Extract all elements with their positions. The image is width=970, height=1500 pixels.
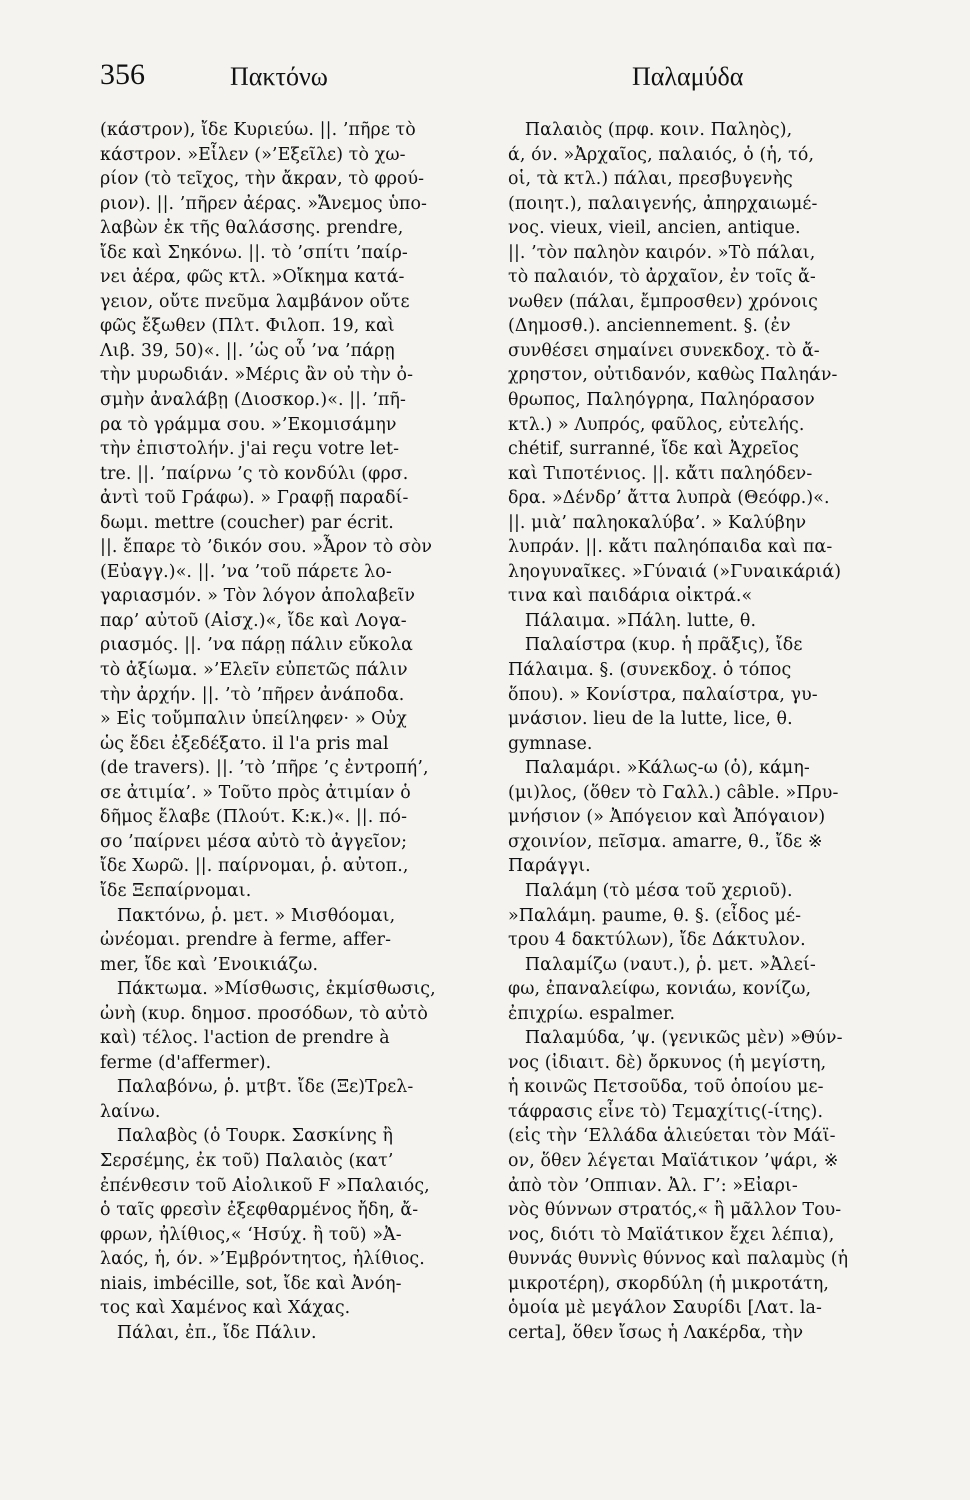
text-line: νὸς θύννων στρατός,« ἢ μᾶλλον Του- [508, 1200, 842, 1221]
text-line: τος καὶ Χαμένος καὶ Χάχας. [100, 1298, 351, 1319]
text-line: Παλαιὸς (πρφ. κοιν. Παληὸς), [508, 120, 793, 140]
right-column [508, 118, 918, 1345]
text-line: φω, ἐπαναλείφω, κονιάω, κονίζω, [508, 979, 812, 1000]
text-line: δρα. »Δένδρ’ ἄττα λυπρὰ (Θεόφρ.)«. [508, 488, 830, 509]
text-line: ρα τὸ γράμμα σου. »’Εκομισάμην [100, 414, 397, 435]
text-line: τὴν ἀρχήν. ||. ’τὸ ’πῆρεν ἀνάποδα. [100, 684, 405, 705]
text-line: νος, διότι τὸ Μαϊάτικον ἔχει λέπια), [508, 1224, 835, 1245]
text-line: ριον). ||. ’πῆρεν ἀέρας. »Ἄνεμος ὑπο- [100, 193, 427, 214]
text-line: τὸ ἀξίωμα. »’Ελεῖν εὐπετῶς πάλιν [100, 660, 408, 681]
text-line: Παλαμίζω (ναυτ.), ῥ. μετ. »Ἀλεί- [508, 954, 816, 975]
text-line: τὴν ἐπιστολήν. j'ai reçu votre let- [100, 439, 400, 460]
text-line: (de travers). ||. ’τὸ ’πῆρε ’ς ἐντροπή’, [100, 758, 429, 779]
text-line: ὠνέομαι. prendre à ferme, affer- [100, 930, 392, 951]
text-line: Πάλαι, ἐπ., ἴδε Πάλιν. [100, 1322, 317, 1343]
text-line: σο ’παίρνει μέσα αὐτὸ τὸ ἀγγεῖον; [100, 831, 408, 852]
text-line: (ποιητ.), παλαιγενής, ἀπηρχαιωμέ- [508, 193, 818, 214]
text-line: Παλαβὸς (ὁ Τουρκ. Σασκίνης ἢ [100, 1126, 394, 1147]
text-line: (Εὐαγγ.)«. ||. ’να ’τοῦ πάρετε λο- [100, 561, 392, 582]
text-line: (κάστρον), ἴδε Κυριεύω. ||. ’πῆρε τὸ [100, 120, 416, 140]
text-line: συνθέσει σημαίνει συνεκδοχ. τὸ ἄ- [508, 340, 820, 361]
text-line: δῆμος ἔλαβε (Πλούτ. Κ:κ.)«. ||. πό- [100, 807, 408, 828]
text-line: ||. ἔπαρε τὸ ’δικόν σου. »Ἆρον τὸ σὸν [100, 537, 433, 558]
text-line: ὠνὴ (κυρ. δημοσ. προσόδων, τὸ αὐτὸ [100, 1003, 428, 1024]
text-line: ληογυναῖκες. »Γύναιά (»Γυναικάριά) [508, 561, 842, 582]
text-line: παρ’ αὐτοῦ (Αἰσχ.)«, ἴδε καὶ Λογα- [100, 610, 407, 631]
text-line: μνήσιον (» Ἀπόγειον καὶ Ἀπόγαιον) [508, 807, 826, 828]
text-line: λαβὼν ἐκ τῆς θαλάσσης. prendre, [100, 218, 404, 239]
text-line: Πάλαιμα. §. (συνεκδοχ. ὁ τόπος [508, 660, 792, 681]
text-line: ά, όν. »Ἀρχαῖος, παλαιός, ὁ (ἡ, τό, [508, 144, 815, 165]
text-line: Σερσέμης, ἐκ τοῦ) Παλαιὸς (κατ’ [100, 1150, 394, 1171]
text-line: ὅπου). » Κονίστρα, παλαίστρα, γυ- [508, 684, 818, 705]
text-line: tre. ||. ’παίρνω ’ς τὸ κονδύλι (φρσ. [100, 463, 409, 484]
text-line: κάστρον. »Εἷλεν (»’Εξεῖλε) τὸ χω- [100, 144, 406, 165]
running-header-left: Πακτόνω [230, 62, 328, 91]
text-line: mer, ἴδε καὶ ’Ενοικιάζω. [100, 954, 319, 975]
text-line: ον, ὅθεν λέγεται Μαϊάτικον ’ψάρι, ※ [508, 1150, 839, 1171]
text-line: ferme (d'affermer). [100, 1052, 272, 1073]
text-line: ὁμοία μὲ μεγάλον Σαυρίδι [Λατ. la- [508, 1298, 822, 1319]
text-line: σχοινίον, πεῖσμα. amarre, θ., ἴδε ※ [508, 831, 823, 852]
text-line: γειον, οὔτε πνεῦμα λαμβάνον οὔτε [100, 291, 410, 312]
text-line: Παλαμύδα, ’ψ. (γενικῶς μὲν) »Θύν- [508, 1028, 843, 1049]
text-line: chétif, surranné, ἴδε καὶ Ἀχρεῖος [508, 439, 799, 460]
text-line: Παλαμάρι. »Κάλως-ω (ὁ), κάμη- [508, 758, 810, 779]
text-line: ἀπὸ τὸν ’Οππιαν. Ἀλ. Γ’: »Εἰαρι- [508, 1175, 798, 1196]
text-line: ριασμός. ||. ’να πάρῃ πάλιν εὔκολα [100, 635, 413, 656]
page-number: 356 [100, 58, 145, 91]
text-line: χρηστον, οὐτιδανόν, καθὼς Παληάν- [508, 365, 838, 386]
text-line: τρου 4 δακτύλων), ἴδε Δάκτυλον. [508, 930, 806, 951]
text-line: ἐπένθεσιν τοῦ Αἰολικοῦ F »Παλαιός, [100, 1175, 430, 1196]
text-line: σμὴν ἀναλάβῃ (Διοσκορ.)«. ||. ’πῆ- [100, 390, 407, 411]
text-line: niais, imbécille, sot, ἴδε καὶ Ἀνόη- [100, 1273, 402, 1294]
text-line: (μι)λος, (ὅθεν τὸ Γαλλ.) câble. »Πρυ- [508, 782, 839, 803]
text-line: Πάλαιμα. »Πάλη. lutte, θ. [508, 610, 757, 631]
text-line: μικροτέρη), σκορδύλη (ἡ μικροτάτη, [508, 1273, 829, 1294]
text-line: λαίνω. [100, 1101, 161, 1122]
text-line: ἴδε Ξεπαίρνομαι. [100, 880, 252, 901]
text-line: ἡ κοινῶς Πετσοῦδα, τοῦ ὁποίου με- [508, 1077, 824, 1098]
text-line: νωθεν (πάλαι, ἔμπροσθεν) χρόνοις [508, 291, 818, 312]
text-line: ἐπιχρίω. espalmer. [508, 1003, 676, 1024]
text-line: οἱ, τὰ κτλ.) πάλαι, πρεσβυγενὴς [508, 169, 793, 190]
text-line: γαριασμόν. » Τὸν λόγον ἀπολαβεῖν [100, 586, 416, 607]
text-line: θυννάς θυννὶς θύννος καὶ παλαμὺς (ἡ [508, 1249, 849, 1270]
text-line: φρων, ἠλίθιος,« ‘Ησύχ. ἢ τοῦ) »Ἀ- [100, 1224, 402, 1245]
text-line: νος (ἰδιαιτ. δὲ) ὄρκυνος (ἡ μεγίστη, [508, 1052, 827, 1073]
text-line: θρωπος, Παληόγρηα, Παληόρασον [508, 390, 815, 411]
text-line: ὡς ἔδει ἐξεδέξατο. il l'a pris mal [100, 733, 389, 754]
text-line: Πάκτωμα. »Μίσθωσις, ἐκμίσθωσις, [100, 979, 436, 1000]
text-line: τινα καὶ παιδάρια οἰκτρά.« [508, 586, 753, 607]
text-line: (εἰς τὴν ‘Ελλάδα ἁλιεύεται τὸν Μάϊ- [508, 1126, 836, 1147]
text-line: » Εἰς τοὔμπαλιν ὑπείληφεν· » Οὐχ [100, 709, 407, 730]
text-line: λαός, ἡ, όν. »’Εμβρόντητος, ἠλίθιος. [100, 1249, 425, 1270]
text-line: μνάσιον. lieu de la lutte, lice, θ. [508, 709, 793, 730]
text-line: νος. vieux, vieil, ancien, antique. [508, 218, 801, 239]
text-line: »Παλάμη. paume, θ. §. (εἶδος μέ- [508, 905, 802, 926]
left-column [100, 118, 475, 1345]
text-line: καὶ) τέλος. l'action de prendre à [100, 1028, 390, 1049]
text-line: Πακτόνω, ῥ. μετ. » Μισθόομαι, [100, 905, 396, 926]
text-line: ||. μιὰ’ παληοκαλύβα’. » Καλύβην [508, 512, 807, 533]
text-line: ἴδε Χωρῶ. ||. παίρνομαι, ῥ. αὐτοπ., [100, 856, 409, 877]
text-line: Παλάμη (τὸ μέσα τοῦ χεριοῦ). [508, 880, 793, 901]
text-line: ὁ ταῖς φρεσὶν ἐξεφθαρμένος ἤδη, ἄ- [100, 1200, 419, 1221]
text-line: gymnase. [508, 733, 593, 754]
text-line: ἀντὶ τοῦ Γράφω). » Γραφῇ παραδί- [100, 488, 409, 509]
text-line: κτλ.) » Λυπρός, φαῦλος, εὐτελής. [508, 414, 805, 435]
text-line: φῶς ἔξωθεν (Πλτ. Φιλοπ. 19, καὶ [100, 316, 395, 337]
text-line: Λιβ. 39, 50)«. ||. ’ὡς οὗ ’να ’πάρῃ [100, 340, 395, 361]
text-line: (Δημοσθ.). anciennement. §. (ἐν [508, 316, 791, 337]
text-line: ||. ’τὸν παληὸν καιρόν. »Τὸ πάλαι, [508, 242, 816, 263]
text-line: ἴδε καὶ Σηκόνω. ||. τὸ ’σπίτι ’παίρ- [100, 242, 408, 263]
text-line: certa], ὅθεν ἴσως ἡ Λακέρδα, τὴν [508, 1322, 804, 1343]
text-line: σε ἀτιμία’. » Τοῦτο πρὸς ἀτιμίαν ὁ [100, 782, 411, 803]
text-line: τὸ παλαιόν, τὸ ἀρχαῖον, ἐν τοῖς ἄ- [508, 267, 816, 288]
text-line: λυπράν. ||. κἄτι παληόπαιδα καὶ πα- [508, 537, 833, 558]
running-header-right: Παλαμύδα [632, 62, 744, 91]
text-line: Παράγγι. [508, 856, 591, 877]
text-line: νει ἀέρα, φῶς κτλ. »Οἴκημα κατά- [100, 267, 405, 288]
text-line: ρίον (τὸ τεῖχος, τὴν ἄκραν, τὸ φρού- [100, 169, 425, 190]
text-line: τὴν μυρωδιάν. »Μέρις ἂν οὐ τὴν ὀ- [100, 365, 414, 386]
text-line: καὶ Τιποτένιος. ||. κἄτι παληόδεν- [508, 463, 813, 484]
text-line: δωμι. mettre (coucher) par écrit. [100, 512, 394, 533]
text-line: Παλαβόνω, ῥ. μτβτ. ἴδε (Ξε)Τρελ- [100, 1077, 414, 1098]
text-line: τάφρασις εἶνε τὸ) Τεμαχίτις(-ίτης). [508, 1101, 824, 1122]
text-line: Παλαίστρα (κυρ. ἡ πρᾶξις), ἴδε [508, 635, 803, 656]
